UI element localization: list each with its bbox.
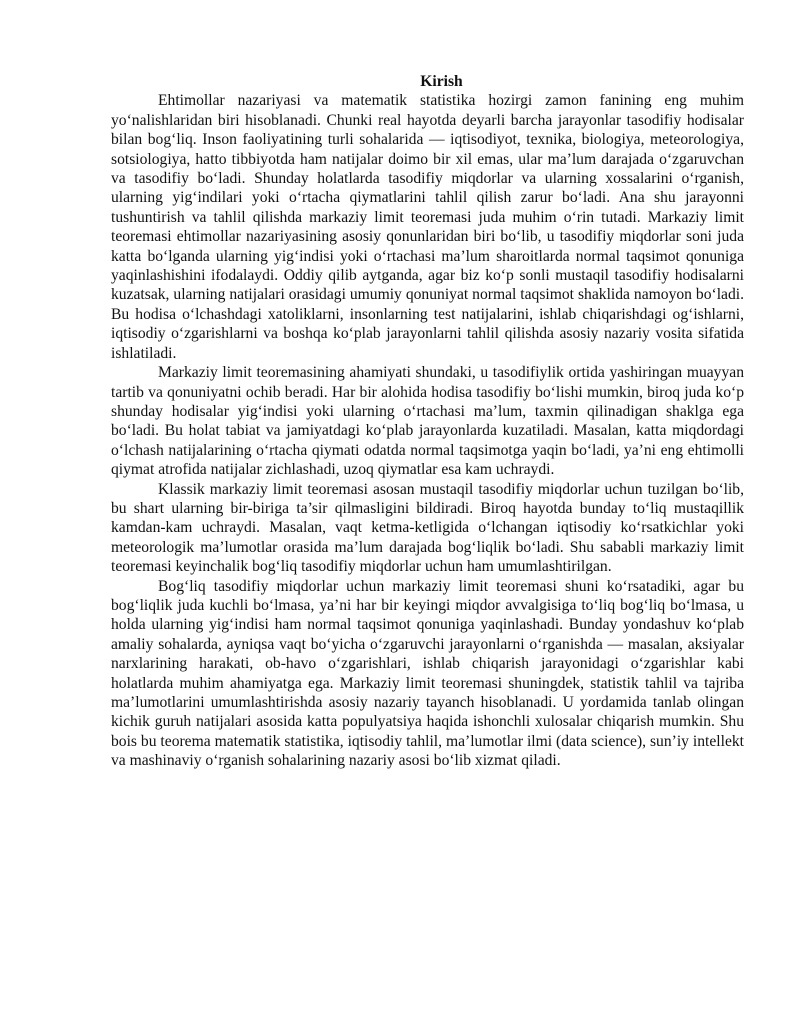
paragraph-1: Ehtimollar nazariyasi va matematik statistika hozirgi zamon fanining eng muhim yo‘nalishlaridan biri hisoblanadi. Chunki real hayotda deyarli barcha jarayonlar tasodifiy hodisalar bilan bog‘liq. Inson faoliyatining turli sohalarida — iqtisodiyot, texnika, biologiya, meteorologiya, sotsiologiya, hatto tibbiyotda ham natijalar doimo bir xil emas, ular ma’lum darajada o‘zgaruvchan va tasodifiy bo‘ladi. Shunday holatlarda tasodifiy miqdorlar va ularning xossalarini o‘rganish, ularning yig‘indilari yoki o‘rtacha qiymatlarini tahlil qilish zarur bo‘ladi. Ana shu jarayonni tushuntirish va tahlil qilishda markaziy limit teoremasi juda muhim o‘rin tutadi. Markaziy limit teoremasi ehtimollar nazariyasining asosiy qonunlaridan biri bo‘lib, u tasodifiy miqdorlar soni juda katta bo‘lganda ularning yig‘indisi yoki o‘rtachasi ma’lum sharoitlarda normal taqsimot qonuniga yaqinlashishini ifodalaydi. Oddiy qilib aytganda, agar biz ko‘p sonli mustaqil tasodifiy hodisalarni kuzatsak, ularning natijalari orasidagi umumiy qonuniyat normal taqsimot shaklida namoyon bo‘ladi. Bu hodisa o‘lchashdagi xatoliklarni, insonlarning test natijalarini, ishlab chiqarishdagi og‘ishlarni, iqtisodiy o‘zgarishlarni va boshqa ko‘plab jarayonlarni tahlil qilishda asosiy nazariy vosita sifatida ishlatiladi. (111, 92, 744, 362)
paragraph-4: Bog‘liq tasodifiy miqdorlar uchun markaziy limit teoremasi shuni ko‘rsatadiki, agar bu bog‘liqlik juda kuchli bo‘lmasa, ya’ni har bir keyingi miqdor avvalgisiga to‘liq bog‘liq bo‘lmasa, u holda ularning yig‘indisi ham normal taqsimot qonuniga yaqinlashadi. Bunday yondashuv ko‘plab amaliy sohalarda, ayniqsa vaqt bo‘yicha o‘zgaruvchi jarayonlarni o‘rganishda — masalan, aksiyalar narxlarining harakati, ob-havo o‘zgarishlari, ishlab chiqarish jarayonidagi o‘zgarishlar kabi holatlarda muhim ahamiyatga ega. Markaziy limit teoremasi shuningdek, statistik tahlil va tajriba ma’lumotlarini umumlashtirishda asosiy nazariy tayanch hisoblanadi. U yordamida tanlab olingan kichik guruh natijalari asosida katta populyatsiya haqida ishonchli xulosalar chiqarish mumkin. Shu bois bu teorema matematik statistika, iqtisodiy tahlil, ma’lumotlar ilmi (data science), sun’iy intellekt va mashinaviy o‘rganish sohalarining nazariy asosi bo‘lib xizmat qiladi. (111, 577, 744, 770)
page-title: Kirish (420, 73, 463, 90)
paragraph-3: Klassik markaziy limit teoremasi asosan mustaqil tasodifiy miqdorlar uchun tuzilgan bo‘lib, bu shart ularning bir-biriga ta’sir qilmasligini bildiradi. Biroq hayotda bunday to‘liq mustaqillik kamdan-kam uchraydi. Masalan, vaqt ketma-ketligida o‘lchangan iqtisodiy ko‘rsatkichlar yoki meteorologik ma’lumotlar orasida ma’lum darajada bog‘liqlik bo‘ladi. Shu sababli markaziy limit teoremasi keyinchalik bog‘liq tasodifiy miqdorlar uchun ham umumlashtirilgan. (111, 480, 744, 576)
document-page (111, 72, 744, 771)
paragraph-2: Markaziy limit teoremasining ahamiyati shundaki, u tasodifiylik ortida yashiringan muayyan tartib va qonuniyatni ochib beradi. Har bir alohida hodisa tasodifiy bo‘lishi mumkin, biroq juda ko‘p shunday hodisalar yig‘indisi yoki ularning o‘rtachasi ma’lum, taxmin qilinadigan shaklga ega bo‘ladi. Bu holat tabiat va jamiyatdagi ko‘plab jarayonlarda kuzatiladi. Masalan, katta miqdordagi o‘lchash natijalarining o‘rtacha qiymati odatda normal taqsimotga yaqin bo‘ladi, ya’ni eng ehtimolli qiymat atrofida natijalar zichlashadi, uzoq qiymatlar esa kam uchraydi. (111, 364, 744, 479)
